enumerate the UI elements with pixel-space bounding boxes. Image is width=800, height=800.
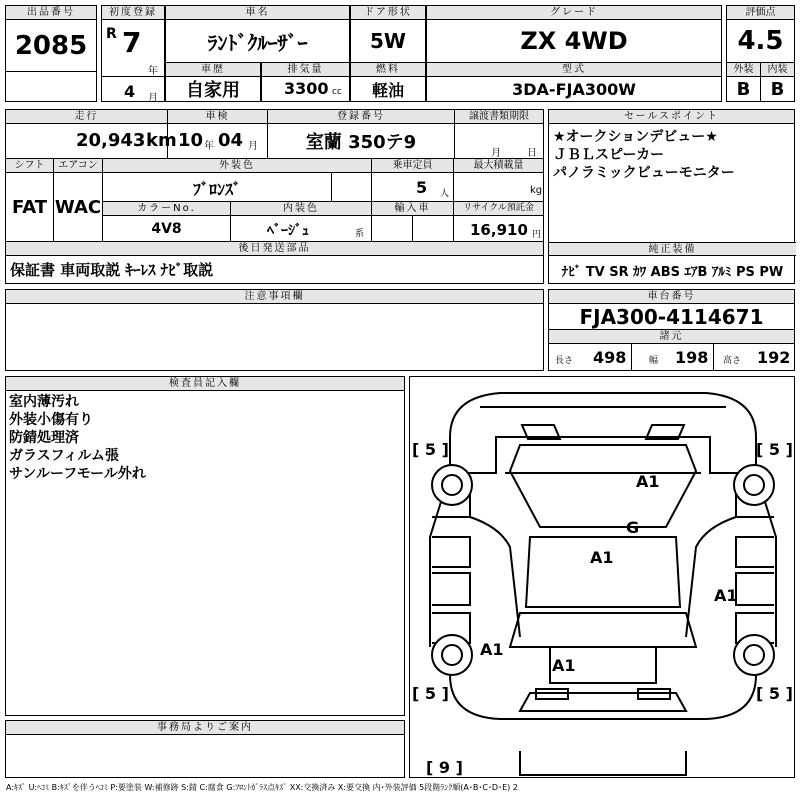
history-value: 自家用: [186, 80, 240, 101]
selling-point-3: パノラミックビューモニター: [553, 165, 735, 181]
post-parts-cell: [5, 241, 544, 284]
selling-point-2: ＪＢＬスピーカー: [553, 147, 665, 163]
score-label: 評価点: [727, 6, 794, 20]
notes-label: 注意事項欄: [6, 290, 543, 304]
transfer-day-unit: 日: [527, 148, 537, 159]
first-reg-label: 初度登録: [102, 6, 164, 20]
chassis-label: 車台番号: [549, 290, 794, 304]
max-load-label: 最大積載量: [454, 159, 543, 173]
int-color-label: 内装色: [231, 202, 371, 216]
car-name-value: ﾗﾝﾄﾞｸﾙｰｻﾞｰ: [207, 30, 308, 55]
fuel-value: 軽油: [371, 80, 404, 100]
grade-value: ZX 4WD: [520, 27, 628, 55]
model-value: 3DA-FJA300W: [512, 79, 636, 99]
registration-label: 登録番号: [268, 110, 454, 124]
width-label: 幅: [649, 356, 659, 366]
registration-value: 室蘭 350テ9: [305, 132, 417, 153]
lot-no-cell: [5, 5, 97, 102]
inspector-label: 検査員記入欄: [6, 377, 404, 391]
recycle-label: リサイクル預託金: [454, 202, 543, 216]
first-reg-month: 4: [124, 82, 136, 101]
car-diagram-svg: [410, 377, 796, 779]
inspection-month-unit: 月: [248, 141, 258, 152]
import-cell: [371, 201, 454, 242]
length-label: 長さ: [555, 356, 574, 366]
damage-mark-6: A1: [552, 656, 576, 675]
factory-equipment-label: 純正装備: [648, 244, 697, 255]
int-color-value: ﾍﾞｰｼﾞｭ: [267, 223, 309, 239]
km-unit: km: [146, 130, 177, 151]
door-label: ドア形状: [351, 6, 425, 20]
mileage-label: 走行: [6, 110, 167, 124]
inspector-cell: [5, 376, 405, 716]
selling-points-cell: [548, 109, 795, 284]
aircon-cell: [53, 158, 103, 242]
spare-tire-tread: [ 9 ]: [426, 758, 463, 777]
displacement-value: 3300: [284, 79, 329, 98]
int-color-cell: [230, 201, 372, 242]
height-value: 192: [757, 348, 791, 367]
history-label: 車歴: [166, 63, 260, 77]
exterior-cell: [726, 62, 761, 102]
office-cell: [5, 720, 405, 778]
color-no-cell: [102, 201, 231, 242]
factory-equipment-value: ﾅﾋﾞ TV SR ｶﾜ ABS ｴｱB ｱﾙﾐ PS PW: [561, 264, 784, 280]
lot-no-label: 出品番号: [6, 6, 96, 20]
mileage-cell: [5, 109, 177, 159]
car-diagram: [409, 376, 795, 778]
car-name-cell: [165, 5, 350, 63]
ext-color-cell: [102, 158, 372, 202]
fuel-label: 燃料: [351, 63, 425, 77]
inspector-note-5: サンルーフモール外れ: [9, 466, 146, 482]
damage-mark-4: A1: [714, 586, 738, 605]
interior-label: 内装: [761, 63, 794, 77]
transfer-doc-cell: [454, 109, 544, 159]
import-label: 輸入車: [372, 202, 453, 216]
kei-unit: 系: [355, 229, 365, 239]
tire-front-left-tread: [ 5 ]: [412, 440, 449, 459]
inspection-month: 04: [218, 130, 244, 151]
score-value: 4.5: [737, 26, 784, 56]
cc-unit: cc: [332, 87, 342, 97]
tire-front-right-tread: [ 5 ]: [756, 440, 793, 459]
office-label: 事務局よりご案内: [6, 721, 404, 735]
inspection-label: 車検: [168, 110, 267, 124]
interior-value: B: [770, 78, 785, 100]
aircon-label: エアコン: [54, 159, 102, 173]
shift-label: シフト: [6, 159, 53, 173]
inspector-note-3: 防錆処理済: [9, 430, 79, 446]
selling-points-label: セールスポイント: [549, 110, 794, 124]
inspector-note-2: 外装小傷有り: [9, 412, 93, 428]
color-no-value: 4V8: [151, 221, 182, 237]
door-cell: [350, 5, 426, 63]
damage-mark-5: A1: [480, 640, 504, 659]
notes-cell: [5, 289, 544, 371]
exterior-label: 外装: [727, 63, 760, 77]
recycle-cell: [453, 201, 544, 242]
inspector-note-1: 室内薄汚れ: [9, 394, 79, 410]
ext-color-label: 外装色: [103, 159, 371, 173]
model-label: 型式: [427, 63, 721, 77]
recycle-value: 16,910: [470, 221, 528, 239]
chassis-value: FJA300-4114671: [549, 304, 794, 330]
specs-label: 諸元: [549, 330, 794, 344]
post-parts-label: 後日発送部品: [6, 242, 543, 256]
length-value: 498: [593, 348, 627, 367]
legend-text: A:ｷｽﾞ U:ﾍｺﾐ B:ｷｽﾞを伴うﾍｺﾐ P:要塗装 W:補修跡 S:錆 C:腐食 G:ﾌﾛﾝﾄｶﾞﾗｽ点ｷｽﾞ XX:交換済み X:要交換 内･外装評価 5段階ﾗﾝｸ順(A･B･C･D･E) 2: [6, 783, 518, 792]
chassis-cell: [548, 289, 795, 371]
mileage-value: 20,943: [76, 130, 146, 151]
inspection-year: 10: [178, 130, 204, 151]
kg-unit: kg: [530, 185, 543, 196]
year-unit: 年: [148, 66, 158, 77]
model-cell: [426, 62, 722, 102]
era-mark: R: [106, 26, 117, 42]
displacement-label: 排気量: [262, 63, 349, 77]
transfer-month-unit: 月: [491, 148, 501, 159]
max-load-cell: [453, 158, 544, 202]
height-label: 高さ: [723, 356, 742, 366]
displacement-cell: [261, 62, 350, 102]
first-reg-year: 7: [122, 26, 142, 59]
shift-value: FAT: [11, 196, 48, 218]
inspection-year-unit: 年: [204, 141, 214, 152]
fuel-cell: [350, 62, 426, 102]
selling-point-1: ★オークションデビュー★: [553, 129, 718, 145]
capacity-cell: [371, 158, 454, 202]
score-cell: [726, 5, 795, 63]
tire-rear-right-tread: [ 5 ]: [756, 684, 793, 703]
person-unit: 人: [440, 189, 450, 199]
tire-rear-left-tread: [ 5 ]: [412, 684, 449, 703]
damage-mark-3: A1: [590, 548, 614, 567]
damage-mark-1: A1: [636, 472, 660, 491]
grade-cell: [426, 5, 722, 63]
registration-cell: [267, 109, 455, 159]
aircon-value: WAC: [54, 196, 102, 218]
width-value: 198: [675, 348, 709, 367]
color-no-label: カラーNo.: [103, 202, 230, 216]
yen-unit: 円: [532, 230, 542, 240]
capacity-label: 乗車定員: [372, 159, 453, 173]
capacity-value: 5: [416, 178, 428, 197]
transfer-doc-label: 譲渡書類期限: [455, 110, 543, 124]
grade-label: グレード: [427, 6, 721, 20]
door-value: 5W: [370, 29, 406, 53]
post-parts-value: 保証書 車両取説 ｷｰﾚｽ ﾅﾋﾞ取説: [10, 261, 214, 279]
damage-mark-2: G: [626, 518, 640, 537]
lot-no-value: 2085: [6, 20, 96, 72]
car-name-label: 車名: [166, 6, 349, 20]
month-unit: 月: [148, 93, 158, 104]
inspection-cell: [167, 109, 268, 159]
ext-color-value: ﾌﾞﾛﾝｽﾞ: [192, 179, 241, 199]
exterior-value: B: [736, 78, 751, 100]
inspector-note-4: ガラスフィルム張: [9, 448, 119, 464]
shift-cell: [5, 158, 54, 242]
first-reg-cell: [101, 5, 165, 102]
interior-cell: [760, 62, 795, 102]
history-cell: [165, 62, 261, 102]
